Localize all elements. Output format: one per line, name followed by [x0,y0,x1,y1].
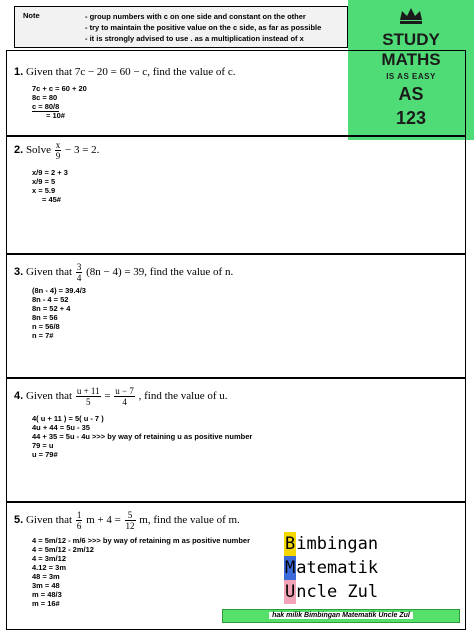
question-number: 2. [14,144,24,157]
denominator: 4 [122,397,127,407]
logo-word: ncle Zul [296,582,379,602]
note-line: - try to maintain the positive value on the c side, as far as possible [85,23,322,32]
working-line: = 45# [42,195,61,204]
logo-word: imbingan [296,534,379,554]
fraction [76,510,83,531]
working-line: x = 5.9 [32,186,56,195]
working-line: 8c = 80 [32,93,58,102]
fraction [76,386,101,407]
logo-line [284,532,378,556]
working-line: x/9 = 5 [32,177,56,186]
working-line: 4u + 44 = 5u - 35 [32,423,90,432]
copyright-text: hak milik Bimbingan Matematik Uncle Zul [269,612,413,619]
working-line: 8n = 56 [32,313,58,322]
question-2-text [14,140,99,161]
numerator: 1 [76,510,82,520]
working-line: c = 80/8 [32,102,60,111]
working-line: 3m = 48 [32,581,60,590]
question-number: 1. [14,66,24,78]
working-line: 8n = 52 + 4 [32,304,71,313]
denominator: 5 [85,397,91,407]
denominator: 4 [76,273,82,283]
working-line: 8n - 4 = 52 [32,295,69,304]
copyright-strip [222,609,460,623]
promo-line-4: AS [398,84,424,104]
question-statement: m, find the value of m. [139,514,240,527]
question-number: 4. [14,390,24,403]
logo-initial: B [285,534,296,554]
logo-word: atematik [296,558,379,578]
question-statement: , find the value of u. [138,390,228,403]
note-label: Note [23,11,40,20]
fraction [76,262,83,283]
note-lines [85,11,321,44]
fraction [125,510,136,531]
working-line: 7c + c = 60 + 20 [32,84,87,93]
promo-line-3: IS AS EASY [386,72,436,81]
working-line: 48 = 3m [32,572,60,581]
question-statement: Given that [25,266,73,279]
question-3-text [14,262,233,283]
working-line: 4 = 5m/12 - 2m/12 [32,545,94,554]
question-1-text [14,66,235,78]
working-line: n = 56/8 [32,322,60,331]
working-line: 44 + 35 = 5u - 4u >>> by way of retaining u as positive number [32,432,253,441]
question-statement: − 3 = 2. [65,144,100,157]
working-line: 4 = 5m/12 - m/6 >>> by way of retaining m as positive number [32,536,250,545]
question-statement: = [104,390,111,403]
question-4-text [14,386,228,407]
logo-initial: M [285,558,296,578]
logo-initial: U [285,582,296,602]
numerator: 3 [76,262,82,272]
question-statement: (8n − 4) = 39, find the value of n. [86,266,234,279]
question-statement: m + 4 = [86,514,121,527]
working-line: 4 = 3m/12 [32,554,66,563]
denominator: 12 [125,521,135,531]
question-5-text [14,510,240,531]
question-3-working [32,286,86,340]
numerator: 5 [125,510,136,521]
numerator: u + 11 [76,386,100,396]
promo-line-1: STUDY [382,30,440,49]
question-2-working [32,168,68,204]
question-number: 5. [14,514,24,527]
working-line: 4( u + 11 ) = 5( u - 7 ) [32,414,104,423]
working-line: = 10# [46,111,65,120]
working-line: (8n - 4) = 39.4/3 [32,286,86,295]
working-line: m = 16# [32,599,60,608]
working-line: u = 79# [32,450,58,459]
working-line: 4.12 = 3m [32,563,66,572]
question-statement: Given that [25,390,73,403]
promo-line-2: MATHS [381,50,441,69]
working-line: n = 7# [32,331,54,340]
denominator: 6 [76,521,82,531]
question-statement: Solve [25,144,51,157]
question-statement: Given that 7c − 20 = 60 − c, find the value of c. [25,66,236,78]
tutor-logo [284,532,378,604]
question-number: 3. [14,266,24,279]
question-1-working [32,84,87,120]
logo-line [284,556,378,580]
fraction [114,386,135,407]
note-box [14,6,348,48]
numerator: u − 7 [115,386,134,396]
working-line: x/9 = 2 + 3 [32,168,68,177]
note-line: - group numbers with c on one side and constant on the other [85,12,306,21]
question-statement: Given that [25,514,73,527]
working-line: 79 = u [32,441,54,450]
crown-icon [398,6,424,26]
logo-line [284,580,378,604]
note-line: - it is strongly advised to use . as a multiplication instead of x [85,34,304,43]
question-4-working [32,414,252,459]
working-line: m = 48/3 [32,590,62,599]
question-5-working [32,536,250,608]
denominator: 9 [55,151,61,161]
fraction [55,140,62,161]
promo-line-5: 123 [395,108,427,128]
numerator: x [55,140,61,150]
